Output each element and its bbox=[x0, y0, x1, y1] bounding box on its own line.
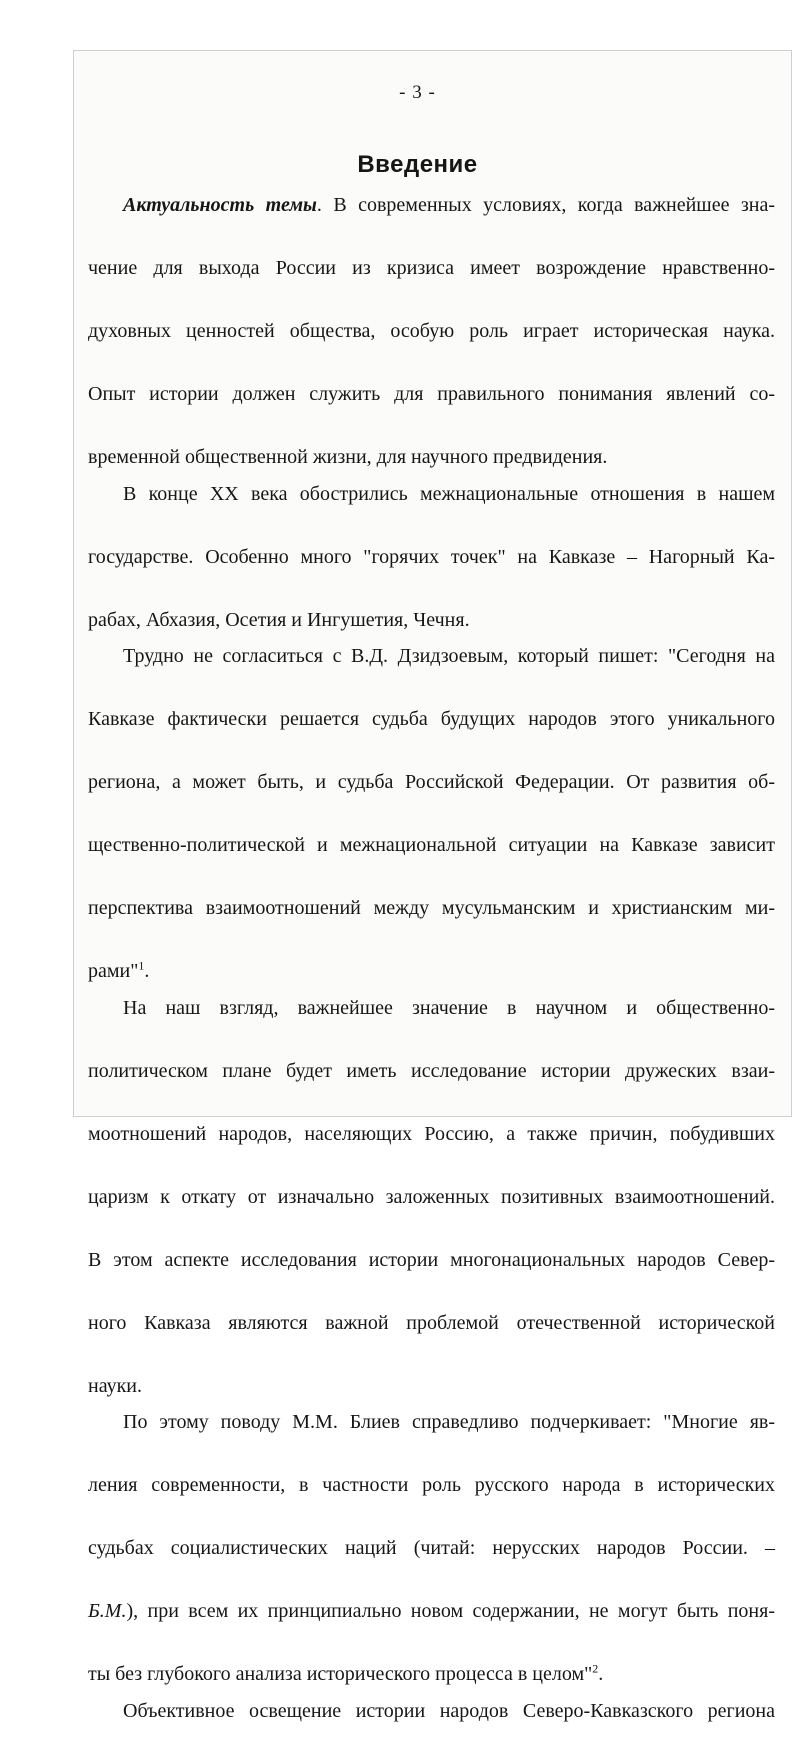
text-line: временной общественной жизни, для научного предвидения. bbox=[88, 446, 608, 468]
text-line: перспектива взаимоотношений между мусульманским и христианским ми- bbox=[88, 897, 775, 919]
emphasized-text: Б.М. bbox=[88, 1600, 127, 1622]
text-line: Б.М.), при всем их принципиально новом содержании, не могут быть поня- bbox=[88, 1600, 775, 1622]
text-line: щественно-политической и межнациональной ситуации на Кавказе зависит bbox=[88, 834, 775, 856]
text-line: судьбах социалистических наций (читай: нерусских народов России. – bbox=[88, 1537, 775, 1559]
text-line: царизм к откату от изначально заложенных позитивных взаимоотношений. bbox=[88, 1185, 775, 1208]
text-line: Актуальность темы. В современных условиях, когда важнейшее зна- bbox=[123, 194, 776, 216]
paragraph bbox=[88, 641, 775, 988]
text-line: Кавказе фактически решается судьба будущих народов этого уникального bbox=[88, 708, 775, 730]
text-line: Опыт истории должен служить для правильного понимания явлений со- bbox=[88, 383, 775, 405]
paragraph bbox=[88, 1696, 775, 1759]
paragraph bbox=[88, 190, 775, 474]
text-line: духовных ценностей общества, особую роль играет историческая наука. bbox=[88, 320, 775, 342]
text-line: Трудно не согласиться с В.Д. Дзидзоевым, который пишет: "Сегодня на bbox=[123, 645, 775, 667]
text-line: науки. bbox=[88, 1374, 142, 1397]
text-line: моотношений народов, населяющих Россию, а также причин, побудивших bbox=[88, 1122, 775, 1145]
paragraph bbox=[88, 993, 775, 1403]
text-line: рабах, Абхазия, Осетия и Ингушетия, Чечня. bbox=[88, 608, 470, 631]
text-line: Объективное освещение истории народов Северо-Кавказского региона bbox=[123, 1699, 775, 1722]
paragraph bbox=[88, 1407, 775, 1691]
text-line: политическом плане будет иметь исследование истории дружеских взаи- bbox=[88, 1059, 775, 1082]
page-number: - 3 - bbox=[399, 82, 436, 103]
text-line: чение для выхода России из кризиса имеет возрождение нравственно- bbox=[88, 257, 775, 279]
document-body bbox=[88, 190, 775, 1764]
text-line: ления современности, в частности роль русского народа в исторических bbox=[88, 1474, 775, 1496]
text-line: государстве. Особенно много "горячих точек" на Кавказе – Нагорный Ка- bbox=[88, 545, 775, 568]
paragraph bbox=[88, 479, 775, 637]
text-line: В конце XX века обострились межнациональные отношения в нашем bbox=[123, 482, 775, 505]
footnote-ref: 1 bbox=[138, 958, 145, 973]
text-line: ного Кавказа являются важной проблемой отечественной исторической bbox=[88, 1311, 775, 1334]
text-line: региона, а может быть, и судьба Российской Федерации. От развития об- bbox=[88, 771, 775, 793]
text-line: По этому поводу М.М. Блиев справедливо подчеркивает: "Многие яв- bbox=[123, 1411, 775, 1433]
footnote-ref: 2 bbox=[592, 1661, 599, 1676]
page-content bbox=[88, 0, 776, 1722]
text-line: рами"$^1$. bbox=[88, 958, 150, 982]
text-line: На наш взгляд, важнейшее значение в научном и общественно- bbox=[123, 996, 775, 1019]
text-line: ты без глубокого анализа исторического процесса в целом"$^2$. bbox=[88, 1661, 604, 1685]
text-line: В этом аспекте исследования истории многонациональных народов Север- bbox=[88, 1248, 775, 1271]
document-title: Введение bbox=[357, 151, 478, 178]
emphasized-text: Актуальность темы bbox=[123, 194, 317, 216]
